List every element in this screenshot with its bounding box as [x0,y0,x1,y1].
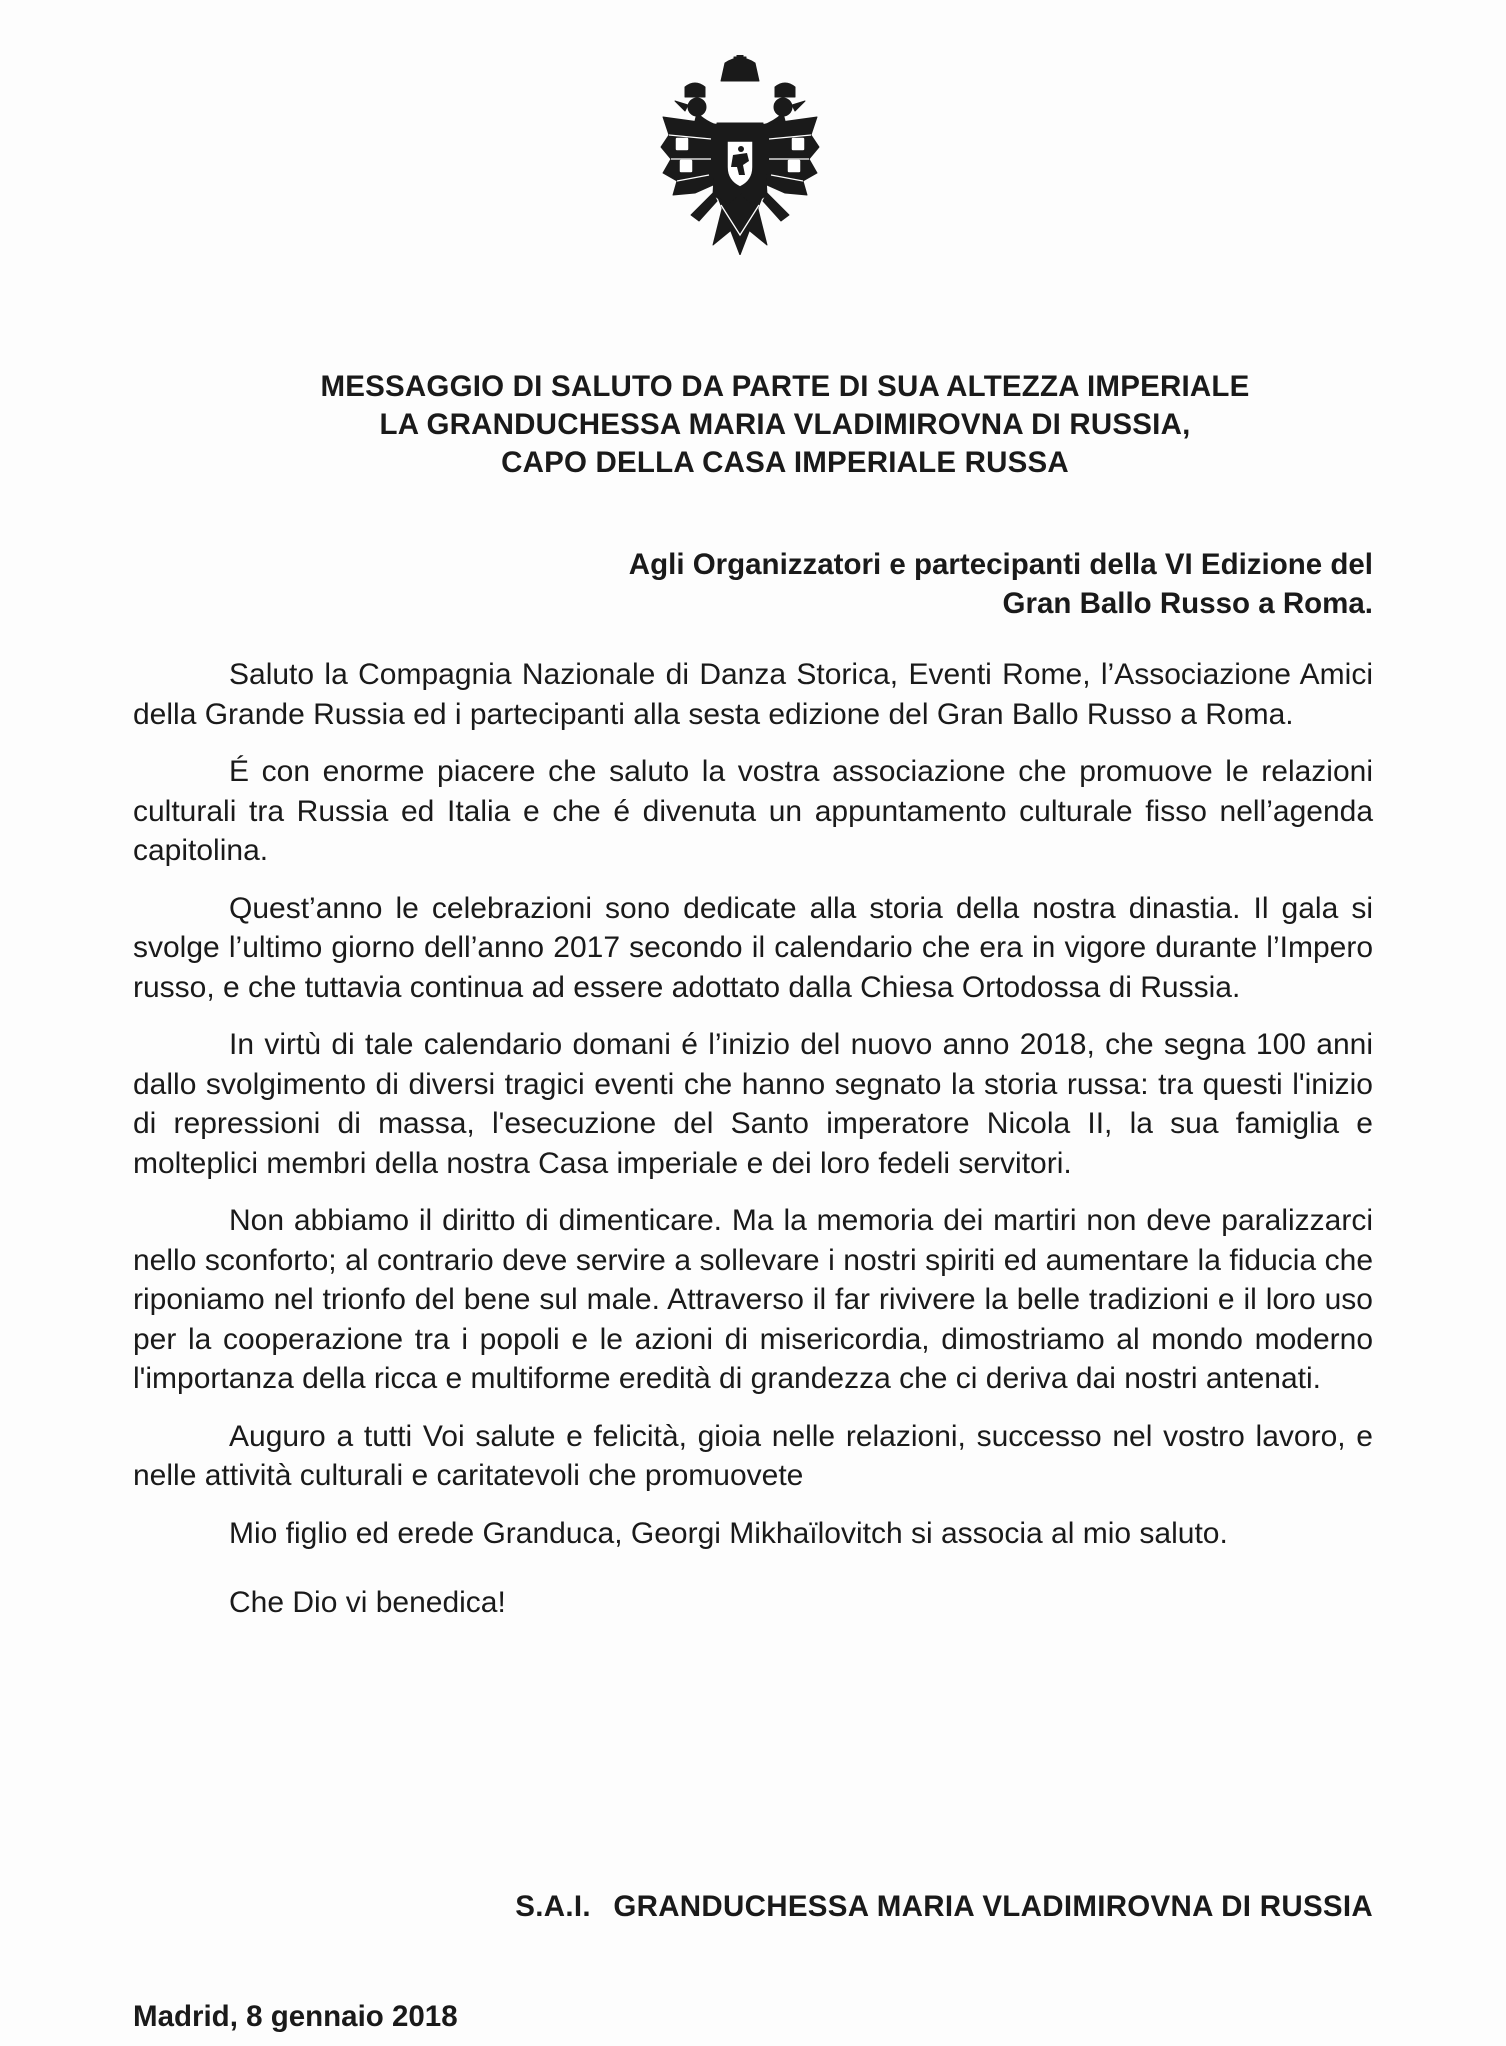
letter-heading [120,368,1450,482]
body-paragraph: In virtù di tale calendario domani é l’inizio del nuovo anno 2018, che segna 100 anni dallo svolgimento di diversi tragici eventi che hanno segnato la storia russa: tra questi l'inizio di repressioni di massa, l'esecuzione del Santo imperatore Nicola II, la sua famiglia e molteplici membri della nostra Casa imperiale e dei loro fedeli servitori. [133,1028,1373,1180]
body-paragraph: Auguro a tutti Voi salute e felicità, gioia nelle relazioni, successo nel vostro lavoro, e nelle attività culturali e caritatevoli che promuovete [133,1419,1373,1492]
blessing-line: Che Dio vi benedica! [229,1586,506,1619]
addressee-line-1: Agli Organizzatori e partecipanti della VI Edizione del [628,548,1373,581]
body-paragraph: Quest’anno le celebrazioni sono dedicate alla storia della nostra dinastia. Il gala si svolge l’ultimo giorno dell’anno 2017 secondo il calendario che era in vigore durante l’Impero russo, e che tuttavia continua ad essere adottato dalla Chiesa Ortodossa di Russia. [133,891,1373,1004]
body-paragraph: É con enorme piacere che saluto la vostra associazione che promuove le relazioni culturali tra Russia ed Italia e che é divenuta un appuntamento culturale fisso nell’agenda capitolina. [133,755,1373,867]
heading-line-2: LA GRANDUCHESSA MARIA VLADIMIROVNA DI RUSSIA, [379,408,1191,441]
signature-name: GRANDUCHESSA MARIA VLADIMIROVNA DI RUSSIA [613,1890,1373,1923]
letter-date: Madrid, 8 gennaio 2018 [133,2000,458,2033]
letter-body [133,655,1373,1641]
addressee-line-2: Gran Ballo Russo a Roma. [1002,587,1373,620]
body-paragraph: Non abbiamo il diritto di dimenticare. Ma la memoria dei martiri non deve paralizzarci nello sconforto; al contrario deve servire a sollevare i nostri spiriti ed aumentare la fiducia che riponiamo nel trionfo del bene sul male. Attraverso il far rivivere la belle tradizioni e il loro uso per la cooperazione tra i popoli e le azioni di misericordia, dimostriamo al mondo moderno l'importanza della ricca e multiforme eredità di grandezza che ci deriva dai nostri antenati. [133,1204,1373,1395]
heading-line-1: MESSAGGIO DI SALUTO DA PARTE DI SUA ALTEZZA IMPERIALE [320,370,1250,403]
body-paragraph: Saluto la Compagnia Nazionale di Danza Storica, Eventi Rome, l’Associazione Amici della Grande Russia ed i partecipanti alla sesta edizione del Gran Ballo Russo a Roma. [133,658,1373,731]
imperial-double-headed-eagle-icon [655,55,825,255]
signature-prefix: S.A.I. [515,1890,591,1923]
heading-line-3: CAPO DELLA CASA IMPERIALE RUSSA [501,446,1069,479]
body-paragraph: Mio figlio ed erede Granduca, Georgi Mikhaïlovitch si associa al mio saluto. [229,1516,1228,1550]
signature-block [515,1888,1373,1926]
addressee-block [373,545,1373,623]
